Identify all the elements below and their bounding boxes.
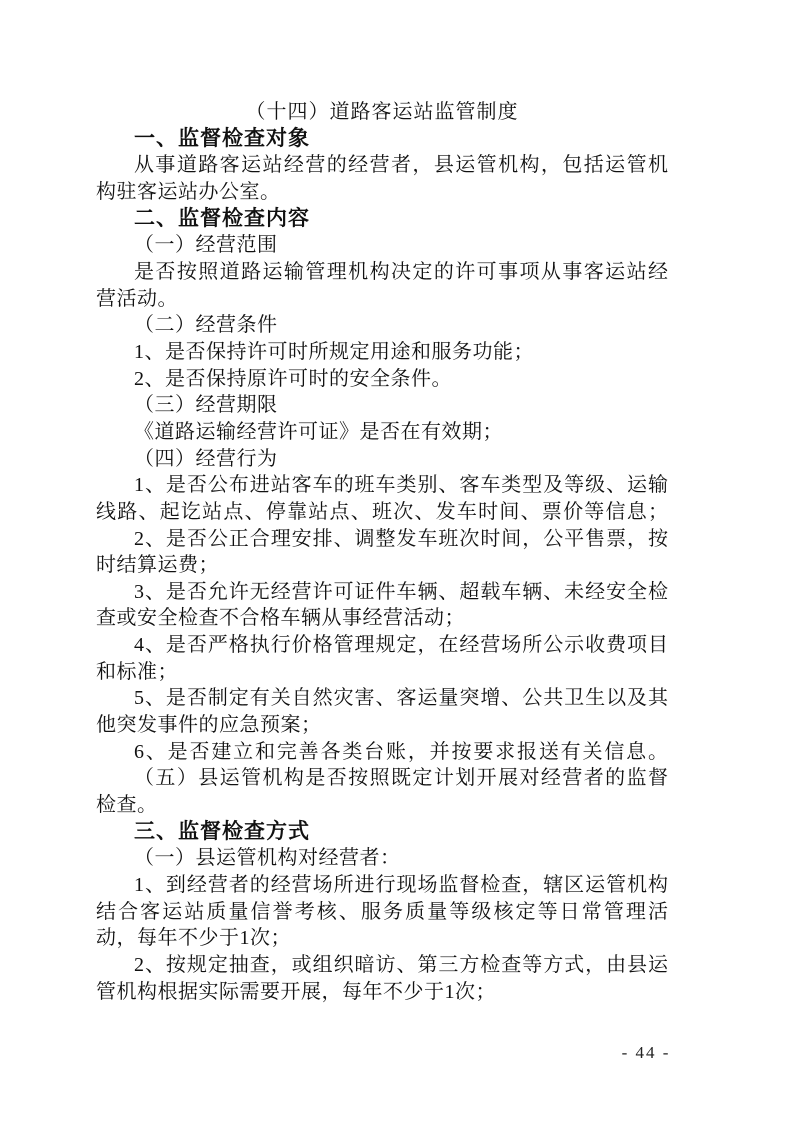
text-line: （二）经营条件 — [134, 314, 278, 337]
text-line: 1、是否保持许可时所规定用途和服务功能； — [134, 340, 534, 363]
text-line: 3、是否允许无经营许可证件车辆、超载车辆、未经安全检 — [134, 580, 668, 603]
document-body — [96, 99, 668, 1005]
text-line: 结合客运站质量信誉考核、服务质量等级核定等日常管理活 — [96, 900, 668, 923]
text-line: 构驻客运站办公室。 — [96, 180, 281, 203]
text-line: 《道路运输经营许可证》是否在有效期； — [134, 420, 503, 443]
section-heading: 三、监督检查方式 — [134, 819, 310, 843]
text-line: （五）县运管机构是否按照既定计划开展对经营者的监督 — [134, 767, 668, 790]
text-line: （一）经营范围 — [134, 234, 278, 257]
text-line: 是否按照道路运输管理机构决定的许可事项从事客运站经 — [134, 260, 668, 283]
text-line: 管机构根据实际需要开展，每年不少于1次； — [96, 980, 496, 1003]
text-line: 1、到经营者的经营场所进行现场监督检查，辖区运管机构 — [134, 874, 668, 897]
page-number: - 44 - — [621, 1043, 671, 1062]
text-line: 查或安全检查不合格车辆从事经营活动； — [96, 607, 465, 630]
text-line: 时结算运费； — [96, 554, 219, 577]
text-line: 2、按规定抽查，或组织暗访、第三方检查等方式，由县运 — [134, 954, 668, 976]
text-line: （四）经营行为 — [134, 447, 278, 470]
section-heading: 一、监督检查对象 — [134, 126, 310, 150]
text-line: 5、是否制定有关自然灾害、客运量突增、公共卫生以及其 — [134, 687, 668, 710]
section-heading: 二、监督检查内容 — [134, 206, 310, 230]
text-line: 1、是否公布进站客车的班车类别、客车类型及等级、运输 — [134, 474, 668, 497]
text-line: 4、是否严格执行价格管理规定，在经营场所公示收费项目 — [134, 634, 668, 657]
text-line: 2、是否公正合理安排、调整发车班次时间，公平售票，按 — [134, 527, 668, 550]
text-line: 营活动。 — [96, 287, 178, 310]
text-line: （一）县运管机构对经营者： — [134, 847, 401, 870]
text-line: 他突发事件的应急预案； — [96, 714, 322, 737]
text-line: 线路、起讫站点、停靠站点、班次、发车时间、票价等信息； — [96, 500, 668, 523]
text-line: 和标准； — [96, 660, 178, 683]
text-line: 从事道路客运站经营的经营者，县运管机构，包括运管机 — [134, 154, 668, 177]
text-line: 动，每年不少于1次； — [96, 927, 291, 950]
text-line: （三）经营期限 — [134, 394, 278, 417]
text-line: 2、是否保持原许可时的安全条件。 — [134, 367, 452, 390]
text-line: 检查。 — [96, 794, 158, 817]
document-title: （十四）道路客运站监管制度 — [245, 101, 519, 123]
text-line: 6、是否建立和完善各类台账，并按要求报送有关信息。 — [134, 740, 668, 763]
